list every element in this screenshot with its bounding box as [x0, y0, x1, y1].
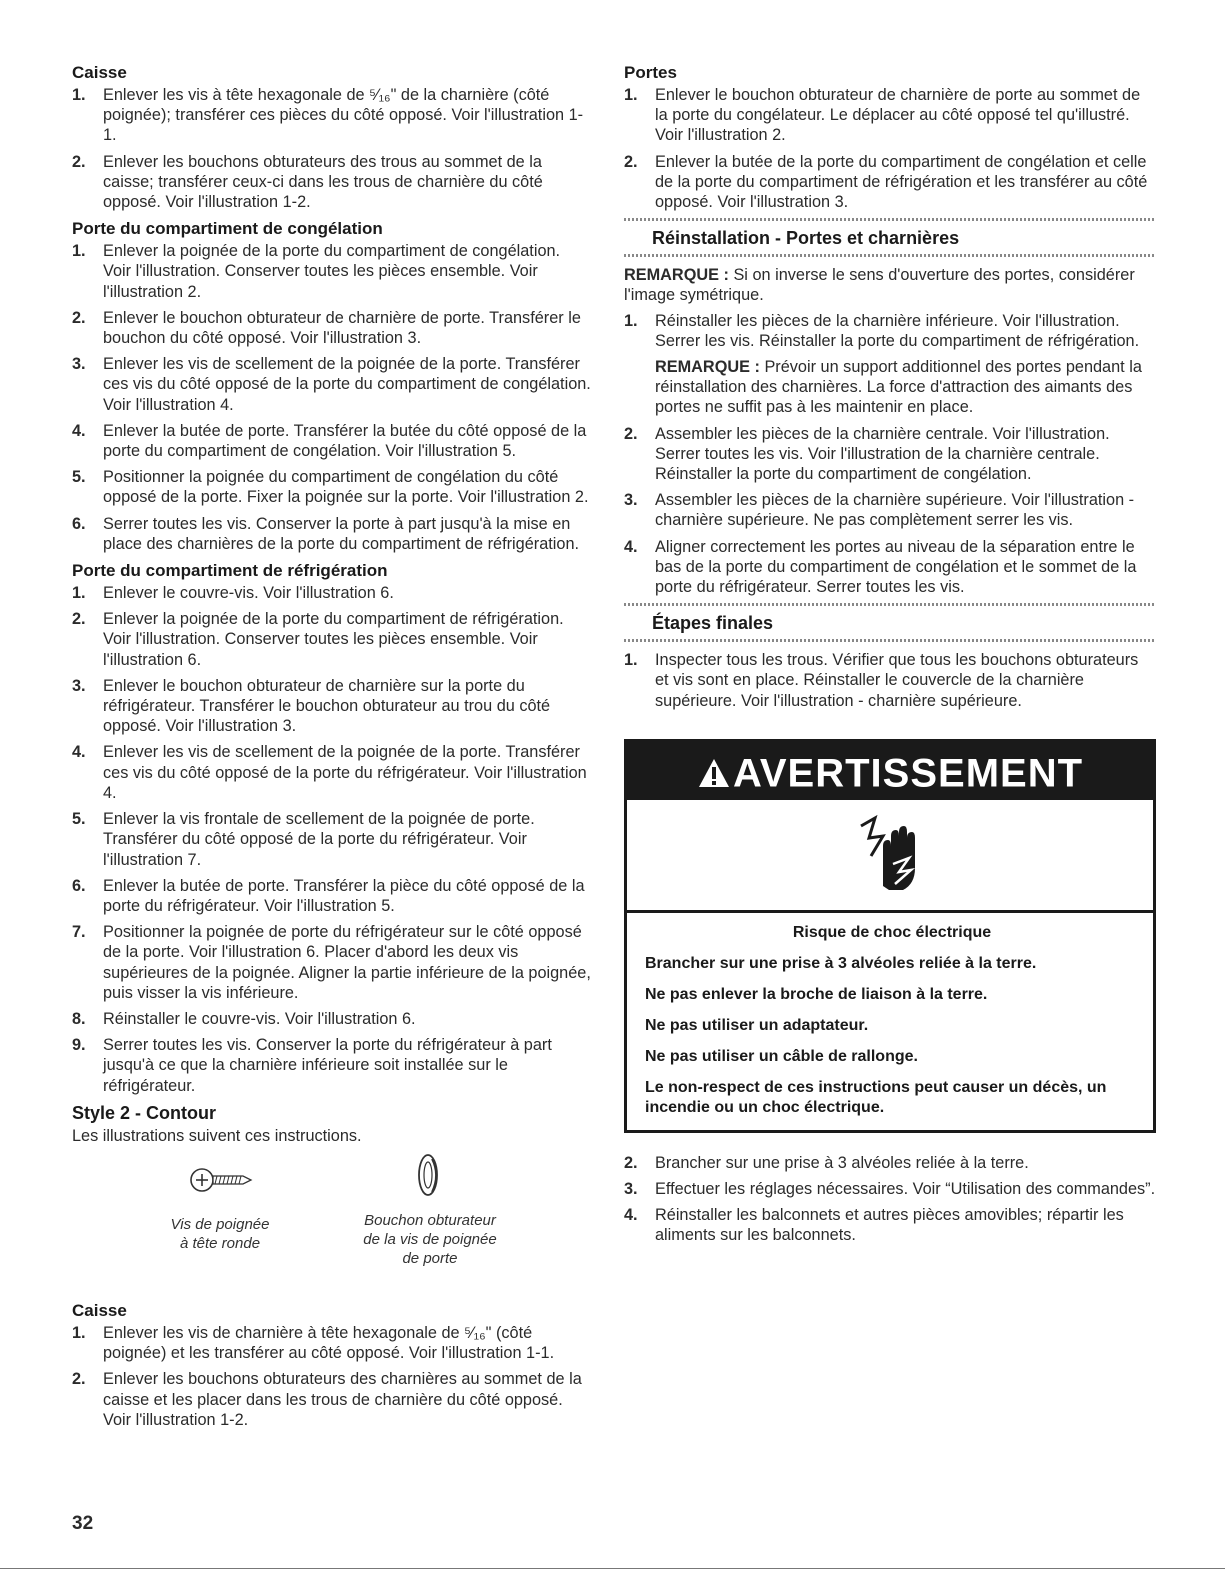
list-item: 2. Enlever le bouchon obturateur de charnière de porte. Transférer le bouchon du côté opposé. Voir l'illustration 3.	[72, 308, 581, 348]
warning-header	[627, 742, 1153, 800]
list-item: 1. Enlever les vis à tête hexagonale de ⁵⁄₁₆" de la charnière (côté poignée); transférer ces pièces du côté opposé. Voir l'illustration 1-1.	[72, 86, 584, 145]
figure-round-head-screw: Vis de poignée à tête ronde	[160, 1160, 280, 1253]
list-item: 8. Réinstaller le couvre-vis. Voir l'illustration 6.	[72, 1009, 416, 1028]
etapes-band	[624, 603, 1156, 642]
list-item: 1. Enlever le couvre-vis. Voir l'illustration 6.	[72, 584, 394, 603]
list-item: 2. Enlever les bouchons obturateurs des trous au sommet de la caisse; transférer ceux-ci dans les trous de charnière du côté opposé. Voir l'illustration 1-2.	[72, 152, 543, 212]
warning-box	[624, 739, 1156, 1133]
figure-plug: Bouchon obturateur de la vis de poignée de porte	[340, 1148, 520, 1268]
section-title-reinstallation: Réinstallation - Portes et charnières	[652, 228, 960, 249]
left-column	[72, 62, 592, 1436]
section-title-caisse-2: Caisse	[72, 1300, 127, 1320]
right-column	[624, 62, 1156, 1252]
remarque: REMARQUE : Si on inverse le sens d'ouverture des portes, considérer l'image symétrique.	[624, 266, 1135, 305]
list-item: 2. Enlever la poignée de la porte du compartiment de réfrigération. Voir l'illustration. Conserver toutes les pièces ensemble. Voir l'illustration 6.	[72, 610, 564, 669]
section-title-congelation: Porte du compartiment de congélation	[72, 219, 383, 239]
warning-risk: Risque de choc électrique	[792, 923, 992, 941]
warning-line: Ne pas utiliser un adaptateur.	[645, 1016, 869, 1034]
list-item: 6. Serrer toutes les vis. Conserver la porte à part jusqu'à la mise en place des charnières de la porte du compartiment de réfrigération.	[72, 514, 580, 553]
list-item: 5. Positionner la poignée du compartiment de congélation du côté opposé de la porte. Fixer la poignée sur la porte. Voir l'illustration 2.	[72, 468, 589, 507]
etapes-steps	[624, 650, 1156, 711]
reinstallation-band	[624, 218, 1156, 257]
caisse-2-steps	[72, 1323, 592, 1430]
warning-title: AVERTISSEMENT	[732, 751, 1084, 796]
section-title-caisse: Caisse	[72, 63, 127, 82]
list-item: 4. Enlever la butée de porte. Transférer la butée du côté opposé de la porte du compartiment de congélation. Voir l'illustration 5.	[72, 421, 587, 461]
list-item: 5. Enlever la vis frontale de scellement de la poignée de porte. Transférer du côté opposé de la porte du réfrigérateur. Voir l'illustration 7.	[72, 810, 535, 869]
warning-line: Brancher sur une prise à 3 alvéoles reliée à la terre.	[645, 954, 1037, 972]
list-item: 3. Enlever le bouchon obturateur de charnière sur la porte du réfrigérateur. Transférer le bouchon obturateur au trou du côté opposé. Voir l'illustration 3.	[72, 676, 551, 736]
list-item: 1. Inspecter tous les trous. Vérifier que tous les bouchons obturateurs et vis sont en place. Réinstaller le couvercle de la charnière supérieure. Voir l'illustration - charnière supérieure.	[624, 651, 1139, 710]
list-item: 9. Serrer toutes les vis. Conserver la porte du réfrigérateur à part jusqu'à ce que la charnière inférieure soit installée sur le réfrigérateur.	[72, 1036, 552, 1095]
list-item: 2. Brancher sur une prise à 3 alvéoles reliée à la terre.	[624, 1153, 1029, 1172]
section-title-style2: Style 2 - Contour	[72, 1102, 217, 1123]
warning-line: Ne pas utiliser un câble de rallonge.	[645, 1047, 918, 1065]
list-item: 2. Enlever la butée de la porte du compartiment de congélation et celle de la porte du compartiment de réfrigération et les transférer au côté opposé. Voir l'illustration 3.	[624, 152, 1148, 212]
list-item: 1. Enlever le bouchon obturateur de charnière de porte au sommet de la porte du congélateur. Le déplacer au côté opposé tel qu'illustré. Voir l'illustration 2.	[624, 86, 1141, 145]
section-title-portes: Portes	[624, 63, 677, 82]
list-item: 1. Réinstaller les pièces de la charnière inférieure. Voir l'illustration. Serrer les vis. Réinstaller la porte du compartiment de réfrigération. REMARQUE : Prévoir un support additionnel des portes pendant la réinstallation des charnières. La force d'attraction des aimants des portes ne suffit pas à les maintenir en place.	[624, 311, 1156, 418]
warning-line: Le non-respect de ces instructions peut causer un décès, un incendie ou un choc électrique.	[645, 1078, 1107, 1116]
caisse-steps	[72, 85, 592, 212]
electric-shock-hand-icon	[853, 812, 933, 898]
round-head-screw-icon	[185, 1160, 255, 1202]
list-item: 1. Enlever les vis de charnière à tête hexagonale de ⁵⁄₁₆" (côté poignée) et les transférer au côté opposé. Voir l'illustration 1-1.	[72, 1323, 555, 1363]
style2-intro: Les illustrations suivent ces instructions.	[72, 1126, 362, 1145]
list-item: 3. Assembler les pièces de la charnière supérieure. Voir l'illustration - charnière supérieure. Ne pas complètement serrer les vis.	[624, 491, 1135, 530]
section-title-refrigeration: Porte du compartiment de réfrigération	[72, 561, 388, 581]
portes-steps	[624, 85, 1156, 212]
list-item: 3. Effectuer les réglages nécessaires. Voir “Utilisation des commandes”.	[624, 1180, 1156, 1199]
list-item: 1. Enlever la poignée de la porte du compartiment de congélation. Voir l'illustration. Conserver toutes les pièces ensemble. Voir l'illustration 2.	[72, 242, 561, 301]
list-item: 4. Aligner correctement les portes au niveau de la séparation entre le bas de la porte du compartiment de congélation et le sommet de la porte du réfrigérateur. Serrer toutes les vis.	[624, 537, 1137, 597]
refrigeration-steps	[72, 583, 592, 1096]
list-item: 3. Enlever les vis de scellement de la poignée de la porte. Transférer ces vis du côté opposé de la porte du compartiment de congélation. Voir l'illustration 4.	[72, 355, 591, 414]
congelation-steps	[72, 241, 592, 554]
list-item: 2. Enlever les bouchons obturateurs des charnières au sommet de la caisse et les placer dans les trous de charnière du côté opposé. Voir l'illustration 1-2.	[72, 1370, 582, 1429]
list-item: 4. Enlever les vis de scellement de la poignée de la porte. Transférer ces vis du côté opposé de la porte du réfrigérateur. Voir l'illustration 4.	[72, 743, 587, 802]
warning-triangle-icon	[697, 757, 731, 789]
bottom-rule	[0, 1568, 1225, 1569]
remarque-note: REMARQUE : Prévoir un support additionnel des portes pendant la réinstallation des charnières. La force d'attraction des aimants des portes ne suffit pas à les maintenir en place.	[655, 358, 1142, 417]
warning-line: Ne pas enlever la broche de liaison à la terre.	[645, 985, 988, 1003]
reinstallation-steps	[624, 311, 1156, 598]
list-item: 6. Enlever la butée de porte. Transférer la pièce du côté opposé de la porte du réfrigérateur. Voir l'illustration 5.	[72, 876, 585, 915]
list-item: 2. Assembler les pièces de la charnière centrale. Voir l'illustration. Serrer toutes les vis. Voir l'illustration de la charnière centrale. Réinstaller la porte du compartiment de congélation.	[624, 424, 1110, 484]
section-title-etapes: Étapes finales	[652, 613, 774, 634]
list-item: 7. Positionner la poignée de porte du réfrigérateur sur le côté opposé de la porte. Voir l'illustration 6. Placer d'abord les deux vis supérieures de la poignée. Aligner la partie inférieure de la poignée, puis visser la vis inférieure.	[72, 923, 591, 1002]
list-item: 4. Réinstaller les balconnets et autres pièces amovibles; répartir les aliments sur les balconnets.	[624, 1206, 1124, 1245]
final-steps	[624, 1153, 1156, 1246]
plug-icon	[410, 1148, 450, 1202]
page-number: 32	[72, 1513, 94, 1534]
figures-row	[72, 1160, 592, 1300]
